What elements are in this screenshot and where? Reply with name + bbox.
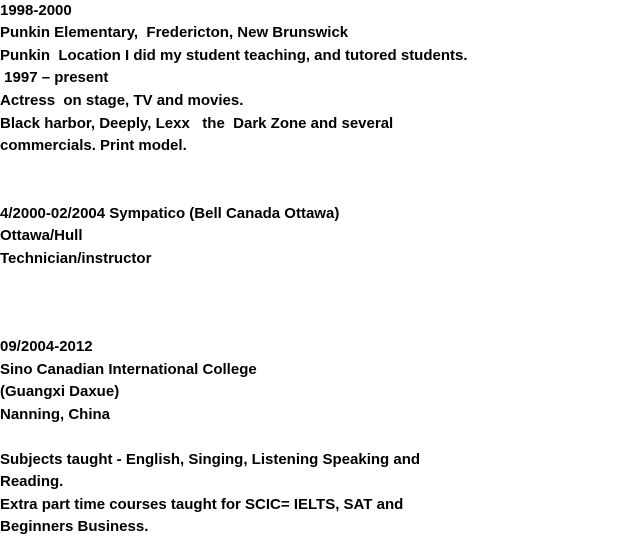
entry-dates: 1997 – present <box>0 69 109 86</box>
entry-detail: Reading. <box>0 473 64 490</box>
entry-detail: Nanning, China <box>0 406 110 423</box>
entry-detail: Beginners Business. <box>0 518 149 535</box>
entry-detail: Black harbor, Deeply, Lexx the Dark Zone and several <box>0 115 394 132</box>
entry-detail: Ottawa/Hull <box>0 227 83 244</box>
entry-detail: Technician/instructor <box>0 250 152 267</box>
entry-detail: Actress on stage, TV and movies. <box>0 92 244 109</box>
entry-detail: commercials. Print model. <box>0 137 187 154</box>
entry-detail: Sino Canadian International College <box>0 361 257 378</box>
entry-detail: Extra part time courses taught for SCIC= IELTS, SAT and <box>0 496 404 513</box>
entry-detail: (Guangxi Daxue) <box>0 383 120 400</box>
entry-dates: 4/2000-02/2004 Sympatico (Bell Canada Ottawa) <box>0 205 340 222</box>
entry-detail: Subjects taught - English, Singing, Listening Speaking and <box>0 451 421 468</box>
entry-dates: 09/2004-2012 <box>0 338 93 355</box>
entry-dates: 1998-2000 <box>0 2 72 19</box>
entry-detail: Punkin Location I did my student teaching, and tutored students. <box>0 47 468 64</box>
entry-place: Punkin Elementary, Fredericton, New Brunswick <box>0 24 349 41</box>
